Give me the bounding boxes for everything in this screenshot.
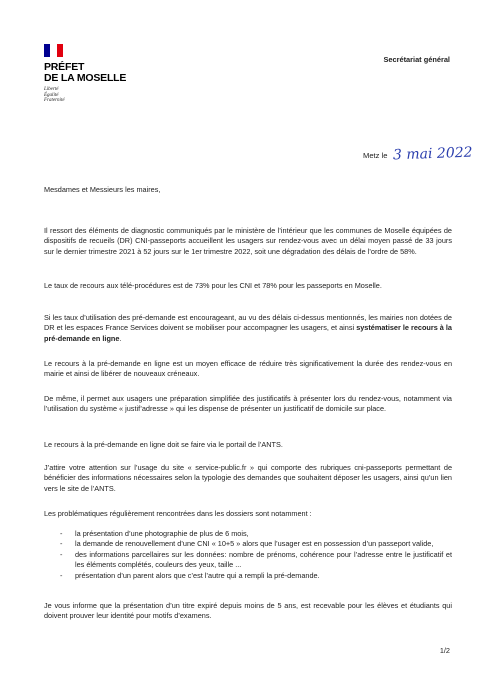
paragraph-teleprocedures: Le taux de recours aux télé-procédures est de 73% pour les CNI et 78% pour les passeports en Moselle. [44, 281, 382, 290]
date-label: Metz le [363, 151, 388, 160]
prefect-title [44, 62, 126, 84]
paragraph-efficiency: Le recours à la pré-demande en ligne est un moyen efficace de réduire très significativement la durée des rendez-vous en mairie et ainsi de libérer de nouveaux créneaux. [44, 359, 452, 379]
motto-egalite: Égalité [44, 92, 59, 98]
handwritten-date: 3 mai 2022 [393, 144, 474, 164]
issues-list [44, 529, 452, 581]
paragraph-service-public: J’attire votre attention sur l’usage du site « service-public.fr » qui comporte des rubriques cni-passeports permettant de bénéficier des informations nécessaires selon la typologie des demandes que souhaitent déposer les usagers, ainsi qu’un lien vers le site de l’ANTS. [44, 463, 452, 493]
paragraph-justificatifs: De même, il permet aux usagers une préparation simplifiée des justificatifs à présenter lors du rendez-vous, notamment via l’utilisation du système « justif’adresse » qui les dispense de présenter un justificatif de domicile sur place. [44, 394, 452, 414]
prefect-title-line2: DE LA MOSELLE [44, 72, 127, 84]
prefecture-logo [44, 44, 126, 104]
motto-fraternite: Fraternité [44, 98, 65, 104]
salutation: Mesdames et Messieurs les maires, [44, 185, 161, 194]
paragraph-expired-title: Je vous informe que la présentation d’un titre expiré depuis moins de 5 ans, est recevable pour les élèves et étudiants qui doivent prouver leur identité pour motifs d’examens. [44, 601, 452, 621]
paragraph-issues-intro: Les problématiques régulièrement rencontrées dans les dossiers sont notamment : [44, 509, 312, 518]
sender-department: Secrétariat général [383, 55, 450, 64]
paragraph-predemande-usage-text: Si les taux d’utilisation des pré-demande est encourageant, au vu des délais ci-dessus mentionnés, les mairies non dotées de DR et les espaces France Services doivent se mobiliser pour accompagner les usagers, et ainsi [44, 313, 452, 333]
paragraph-predemande-emphasis: systématiser le recours à la pré-demande en ligne [44, 323, 452, 343]
paragraph-predemande-end: . [119, 333, 122, 343]
paragraph-ants-portal: Le recours à la pré-demande en ligne doit se faire via le portail de l’ANTS. [44, 440, 283, 449]
paragraph-diagnostic: Il ressort des éléments de diagnostic communiqués par le ministère de l’intérieur que les communes de Moselle équipées de dispositifs de recueils (DR) CNI-passeports accueillent les usagers sur rendez-vous avec un délai moyen passé de 33 jours sur le dernier trimestre 2021 à 52 jours sur le 1er trimestre 2022, soit une dégradation des délais de l’ordre de 58%. [44, 226, 452, 256]
prefect-title-line1: PRÉFET [44, 61, 85, 73]
motto-liberte: Liberté [44, 87, 59, 92]
list-item: - la demande de renouvellement d’une CNI « 10+5 » alors que l’usager est en possession d’un passeport valide, [44, 539, 452, 549]
list-item: - la présentation d’une photographie de plus de 6 mois, [44, 529, 452, 539]
page-number: 1/2 [439, 646, 450, 655]
republic-motto [44, 87, 126, 104]
list-item: - des informations parcellaires sur les données: nombre de prénoms, cohérence pour l’adresse entre le justificatif et les éléments complétés, couleurs des yeux, taille ... [44, 550, 452, 571]
french-flag-icon [44, 44, 63, 57]
flag-stripe-red [57, 44, 63, 57]
dateline [363, 146, 473, 162]
list-item: - présentation d’un parent alors que c’est l’autre qui a rempli la pré-demande. [44, 571, 452, 581]
paragraph-predemande-usage [44, 313, 452, 344]
